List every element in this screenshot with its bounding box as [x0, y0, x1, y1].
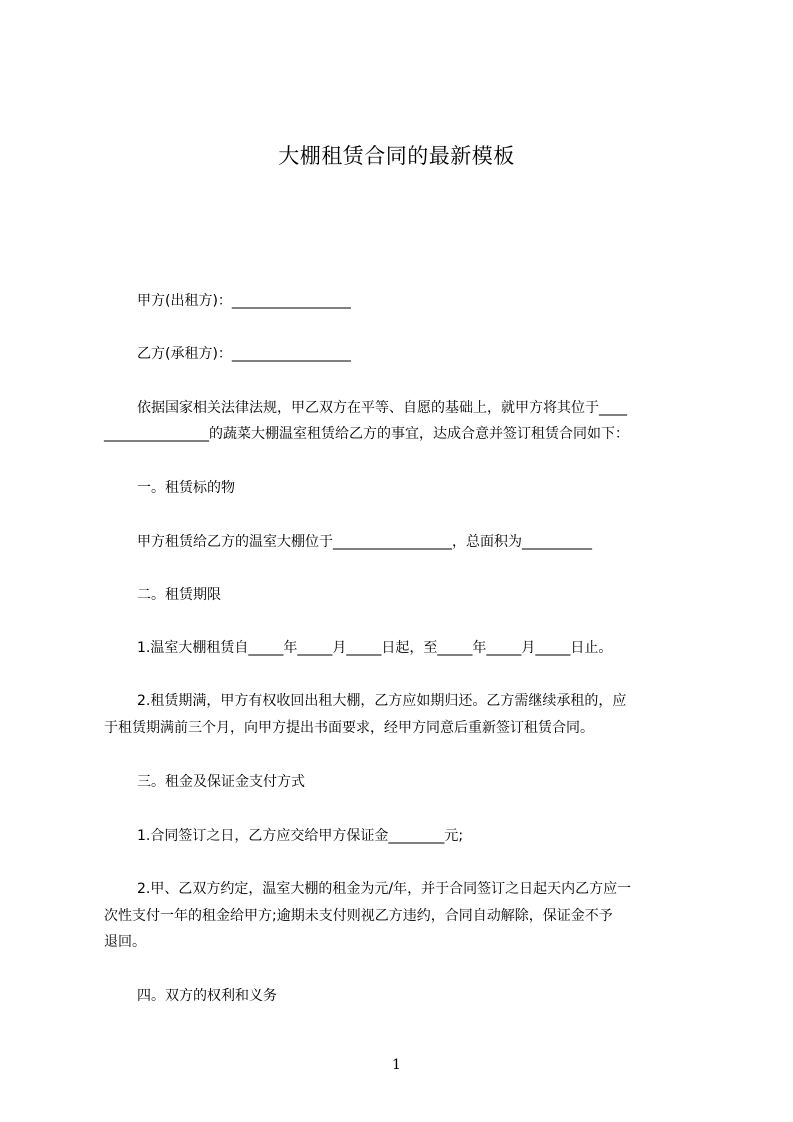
section-1-paragraph-1: 甲方租赁给乙方的温室大棚位于_________________，总面积为__________ — [137, 534, 592, 550]
section-2-paragraph-1: 1.温室大棚租赁自_____年_____月_____日起，至_____年_____月_____日止。 — [137, 640, 613, 656]
preamble-line-2: _______________的蔬菜大棚温室租赁给乙方的事宜，达成合意并签订租赁合同如下： — [104, 426, 629, 442]
section-heading-3: 三。租金及保证金支付方式 — [137, 774, 305, 790]
section-heading-4: 四。双方的权利和义务 — [137, 988, 277, 1004]
section-3-paragraph-2-line-2: 次性支付一年的租金给甲方;逾期未支付则视乙方违约，合同自动解除，保证金不予 — [104, 908, 613, 924]
document-title: 大棚租赁合同的最新模板 — [278, 144, 515, 168]
party-b-line: 乙方(承租方)：_________________ — [137, 346, 351, 362]
section-3-paragraph-1: 1.合同签订之日，乙方应交给甲方保证金________元; — [137, 828, 464, 844]
section-heading-1: 一。租赁标的物 — [137, 480, 235, 496]
party-a-line: 甲方(出租方)：_________________ — [137, 293, 351, 309]
section-2-paragraph-2-line-1: 2.租赁期满，甲方有权收回出租大棚，乙方应如期归还。乙方需继续承租的，应 — [137, 693, 627, 709]
section-2-paragraph-2-line-2: 于租赁期满前三个月，向甲方提出书面要求，经甲方同意后重新签订租赁合同。 — [104, 720, 594, 736]
section-heading-2: 二。租赁期限 — [137, 587, 221, 603]
section-3-paragraph-2-line-3: 退回。 — [104, 934, 146, 950]
page-number: 1 — [392, 1057, 401, 1073]
preamble-line-1: 依据国家相关法律法规，甲乙双方在平等、自愿的基础上，就甲方将其位于____ — [137, 400, 627, 416]
section-3-paragraph-2-line-1: 2.甲、乙双方约定，温室大棚的租金为元/年，并于合同签订之日起天内乙方应一 — [137, 881, 632, 897]
